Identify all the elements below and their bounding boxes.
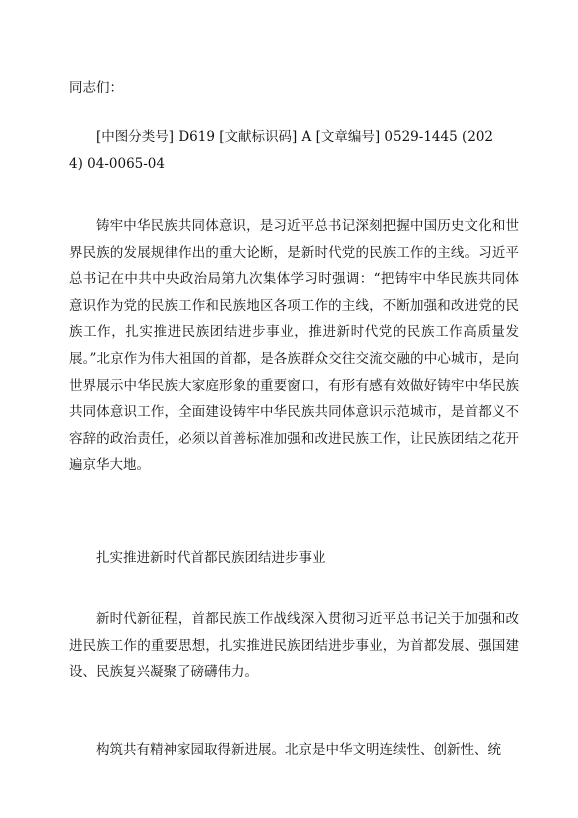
body-paragraph: 构筑共有精神家园取得新进展。北京是中华文明连续性、创新性、统: [96, 742, 501, 758]
section-heading: 扎实推进新时代首都民族团结进步事业: [96, 550, 326, 566]
body-paragraph: 铸牢中华民族共同体意识，是习近平总书记深刻把握中国历史文化和世界民族的发展规律作出的重大论断，是新时代党的民族工作的主线。习近平总书记在中共中央政治局第九次集体学习时强调：“把铸牢中华民族共同体意识作为党的民族工作和民族地区各项工作的主线，不断加强和改进党的民族工作，扎实推进民族团结进步事业，推进新时代党的民族工作高质量发展。”北京作为伟大祖国的首都，是各族群众交往交流交融的中心城市，是向世界展示中华民族大家庭形象的重要窗口，有形有感有效做好铸牢中华民族共同体意识工作，全面建设铸牢中华民族共同体意识示范城市，是首都义不容辞的政治责任，必须以首善标准加强和改进民族工作，让民族团结之花开遍京华大地。: [69, 218, 519, 474]
body-paragraph: 新时代新征程，首都民族工作战线深入贯彻习近平总书记关于加强和改进民族工作的重要思想，扎实推进民族团结进步事业，为首都发展、强国建设、民族复兴凝聚了磅礴伟力。: [69, 611, 519, 681]
salutation: 同志们：: [69, 80, 123, 96]
classification-line-continued: 4) 04-0065-04: [69, 156, 165, 172]
classification-line: [中图分类号] D619 [文献标识码] A [文章编号] 0529-1445 (202: [96, 129, 493, 145]
